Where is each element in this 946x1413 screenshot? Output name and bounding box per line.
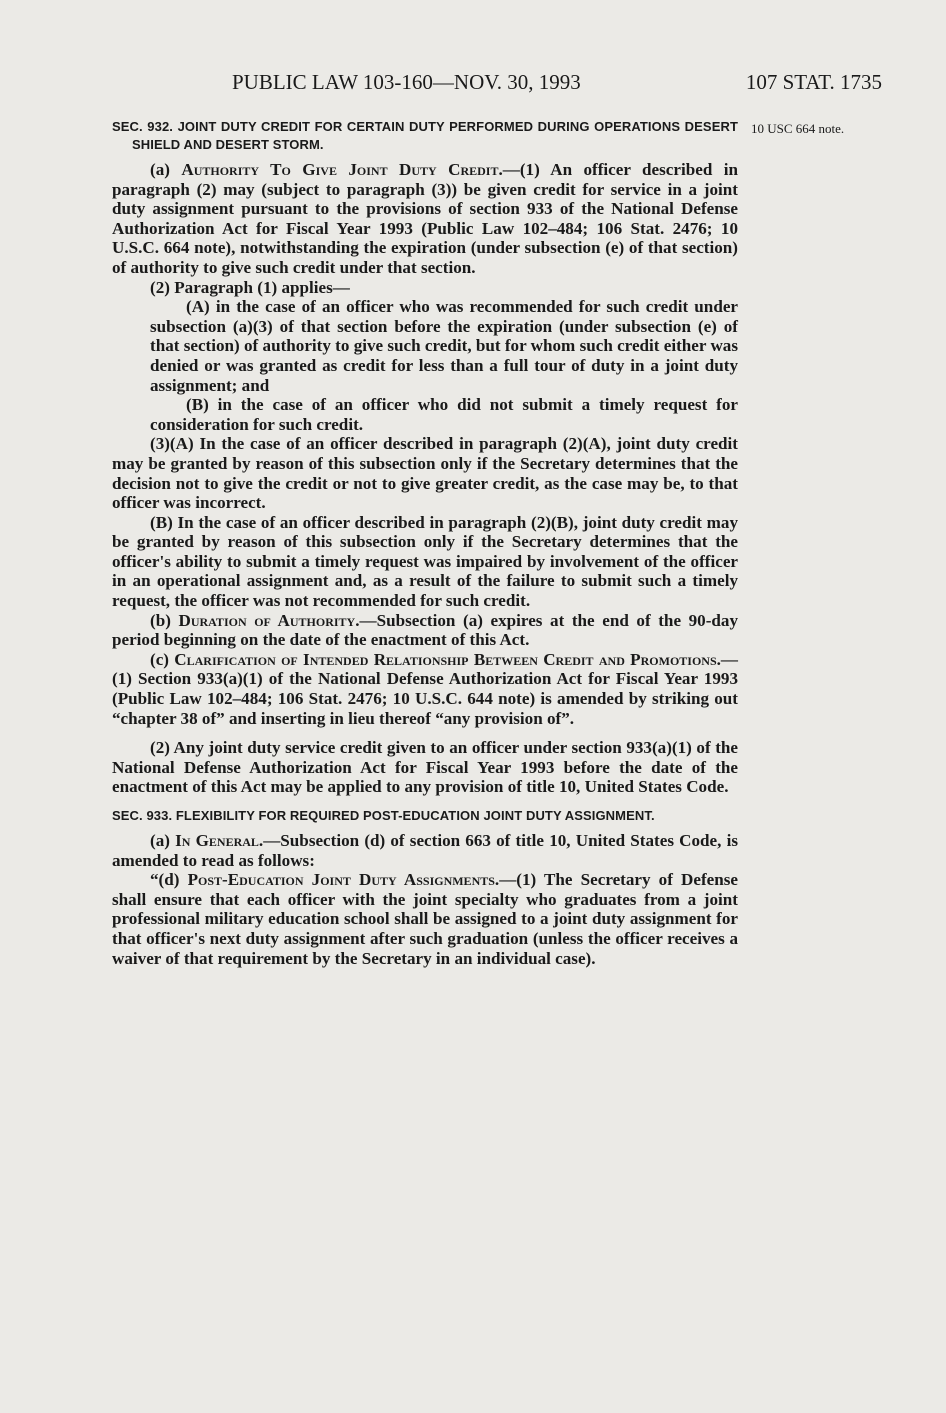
sec-932-subsection-a <box>112 160 738 278</box>
sec-933-d-caption: Post-Education Joint Duty Assignments. <box>187 870 500 890</box>
header-title: PUBLIC LAW 103-160—NOV. 30, 1993 <box>232 70 581 94</box>
sec-932-a2A: (A) in the case of an officer who was recommended for such credit under subsection (a)(3) of that section before the expiration (under subsection (e) of that section) of authority to give such credit, but for whom such credit either was denied or was granted as credit for less than a full tour of duty in a joint duty assignment; and <box>150 297 738 395</box>
sec-932-c2: (2) Any joint duty service credit given to an officer under section 933(a)(1) of the National Defense Authorization Act for Fiscal Year 1993 before the date of the enactment of this Act may be applied to any provision of title 10, United States Code. <box>112 738 738 797</box>
sec-933-a-caption: In General. <box>175 831 264 850</box>
page-header <box>232 70 882 104</box>
sec-933-d-quoted <box>112 870 738 968</box>
subsection-c-caption: Clarification of Intended Relationship Between Credit and Promotions. <box>174 649 721 669</box>
subsection-b-caption: Duration of Authority. <box>178 610 360 630</box>
subsection-c-lead: (c) <box>150 649 175 669</box>
header-stat-page: 107 STAT. 1735 <box>745 70 882 94</box>
subsection-a-caption: Authority To Give Joint Duty Credit. <box>181 160 503 179</box>
sec-932-a3A: (3)(A) In the case of an officer described in paragraph (2)(A), joint duty credit may be granted by reason of this subsection only if the Secretary determines that the decision not to give the credit or not to give greater credit, as the case may be, to that officer was incorrect. <box>112 434 738 513</box>
margin-citation-note: 10 USC 664 note. <box>751 121 845 136</box>
subsection-c-text: —(1) Section 933(a)(1) of the National Defense Authorization Act for Fiscal Year 1993 (Public Law 102–484; 106 Stat. 2476; 10 U.S.C. 644 note) is amended by striking out “chapter 38 of” and inserting in lieu thereof “any provision of”. <box>112 649 739 728</box>
sec-932-a3B: (B) In the case of an officer described in paragraph (2)(B), joint duty credit may be granted by reason of this subsection only if the Secretary determines that the officer's ability to submit a timely request was impaired by involvement of the officer in an operational assignment and, as a result of the failure to submit such a timely request, the officer was not recommended for such credit. <box>112 512 738 611</box>
sec-933-d-lead: “(d) <box>150 870 188 890</box>
sec-933-a-text: —Subsection (d) of section 663 of title 10, United States Code, is amended to read as follows: <box>112 831 738 870</box>
subsection-a-lead: (a) <box>150 160 182 179</box>
sec-933-subsection-a <box>112 831 738 870</box>
sec-932-a2: (2) Paragraph (1) applies— <box>150 277 350 297</box>
sec-932-subsection-b <box>112 611 738 650</box>
sec-932-subsection-c <box>112 650 738 728</box>
subsection-a-text: —(1) An officer described in paragraph (2) may (subject to paragraph (3)) be given credit for service in a joint duty assignment pursuant to the provisions of section 933 of the National Defense Authorization Act for Fiscal Year 1993 (Public Law 102–484; 106 Stat. 2476; 10 U.S.C. 664 note), notwithstanding the expiration (under subsection (e) of that section) of authority to give such credit under that section. <box>112 160 738 277</box>
sec-932-a2B: (B) in the case of an officer who did not submit a timely request for consideration for such credit. <box>150 395 738 434</box>
subsection-b-lead: (b) <box>150 610 179 630</box>
subsection-b-text: —Subsection (a) expires at the end of the 90-day period beginning on the date of the enactment of this Act. <box>112 610 739 650</box>
sec-932-heading: SEC. 932. JOINT DUTY CREDIT FOR CERTAIN DUTY PERFORMED DURING OPERATIONS DESERT SHIELD AND DESERT STORM. <box>112 119 738 152</box>
body-text <box>112 118 738 968</box>
paragraph-gap <box>112 728 738 738</box>
sec-933-heading: SEC. 933. FLEXIBILITY FOR REQUIRED POST-EDUCATION JOINT DUTY ASSIGNMENT. <box>112 808 655 823</box>
sec-933-d-text: —(1) The Secretary of Defense shall ensure that each officer with the joint specialty who graduates from a joint professional military education school shall be assigned to a joint duty assignment for that officer's next duty assignment after such graduation (unless the officer receives a waiver of that requirement by the Secretary in an individual case). <box>112 870 738 968</box>
sec-933-a-lead: (a) <box>150 831 176 850</box>
